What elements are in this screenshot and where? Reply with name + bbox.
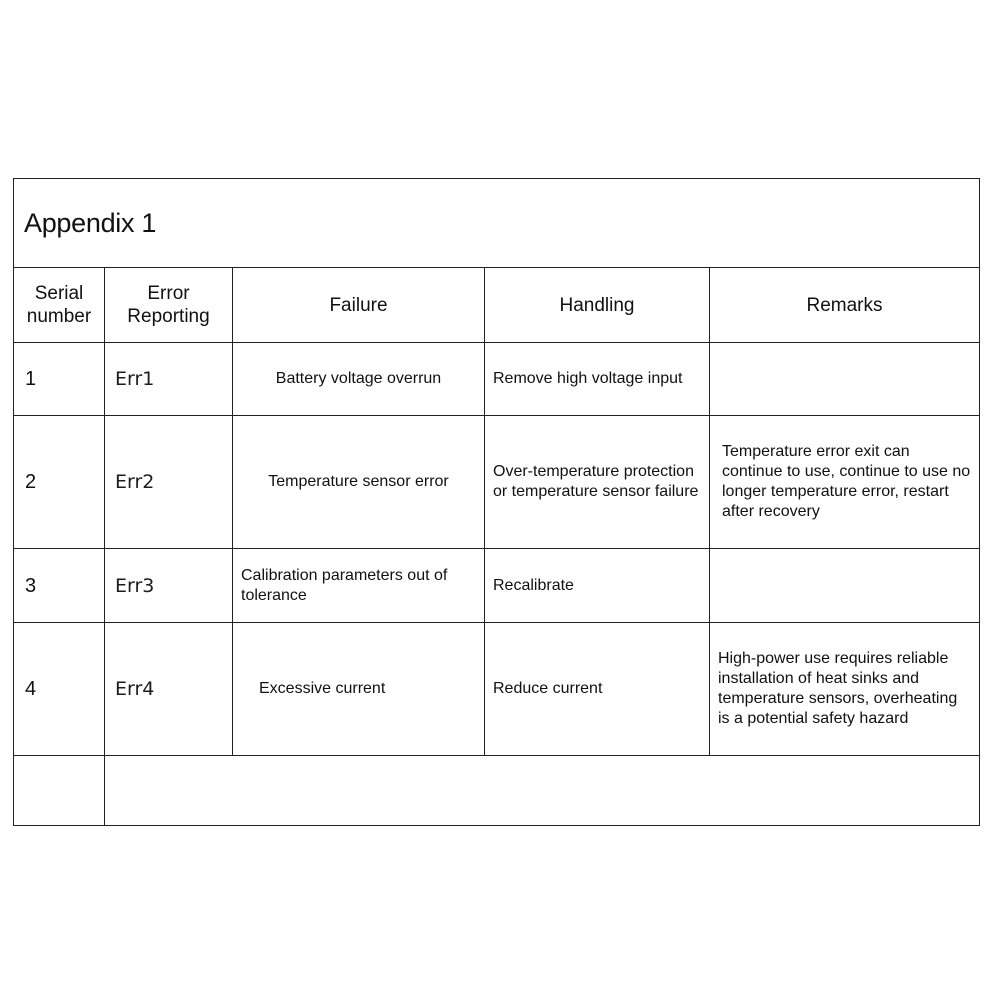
footer-left-cell <box>14 756 105 826</box>
appendix-sheet <box>13 178 979 826</box>
error-code-cell: Err4 <box>105 623 233 756</box>
table-row <box>14 623 980 756</box>
title-row <box>14 179 980 268</box>
handling-cell: Remove high voltage input <box>485 343 710 416</box>
header-error-reporting: Error Reporting <box>105 268 233 343</box>
serial-cell: 2 <box>14 416 105 549</box>
table-row <box>14 343 980 416</box>
error-code-table <box>13 178 980 826</box>
error-code-cell: Err1 <box>105 343 233 416</box>
remarks-cell: High-power use requires reliable installation of heat sinks and temperature sensors, overheating is a potential safety hazard <box>710 623 980 756</box>
failure-cell: Calibration parameters out of tolerance <box>233 549 485 623</box>
table-title: Appendix 1 <box>14 179 980 268</box>
handling-cell: Reduce current <box>485 623 710 756</box>
header-handling: Handling <box>485 268 710 343</box>
remarks-cell <box>710 549 980 623</box>
table-row <box>14 416 980 549</box>
handling-cell: Over-temperature protection or temperature sensor failure <box>485 416 710 549</box>
failure-cell: Temperature sensor error <box>233 416 485 549</box>
failure-cell: Battery voltage overrun <box>233 343 485 416</box>
serial-cell: 4 <box>14 623 105 756</box>
header-remarks: Remarks <box>710 268 980 343</box>
empty-footer-row <box>14 756 980 826</box>
serial-cell: 1 <box>14 343 105 416</box>
failure-cell: Excessive current <box>233 623 485 756</box>
header-serial-number: Serial number <box>14 268 105 343</box>
header-row <box>14 268 980 343</box>
handling-cell: Recalibrate <box>485 549 710 623</box>
error-code-cell: Err2 <box>105 416 233 549</box>
error-code-cell: Err3 <box>105 549 233 623</box>
header-failure: Failure <box>233 268 485 343</box>
serial-cell: 3 <box>14 549 105 623</box>
table-row <box>14 549 980 623</box>
footer-right-cell <box>105 756 980 826</box>
remarks-cell: Temperature error exit can continue to use, continue to use no longer temperature error, restart after recovery <box>710 416 980 549</box>
remarks-cell <box>710 343 980 416</box>
